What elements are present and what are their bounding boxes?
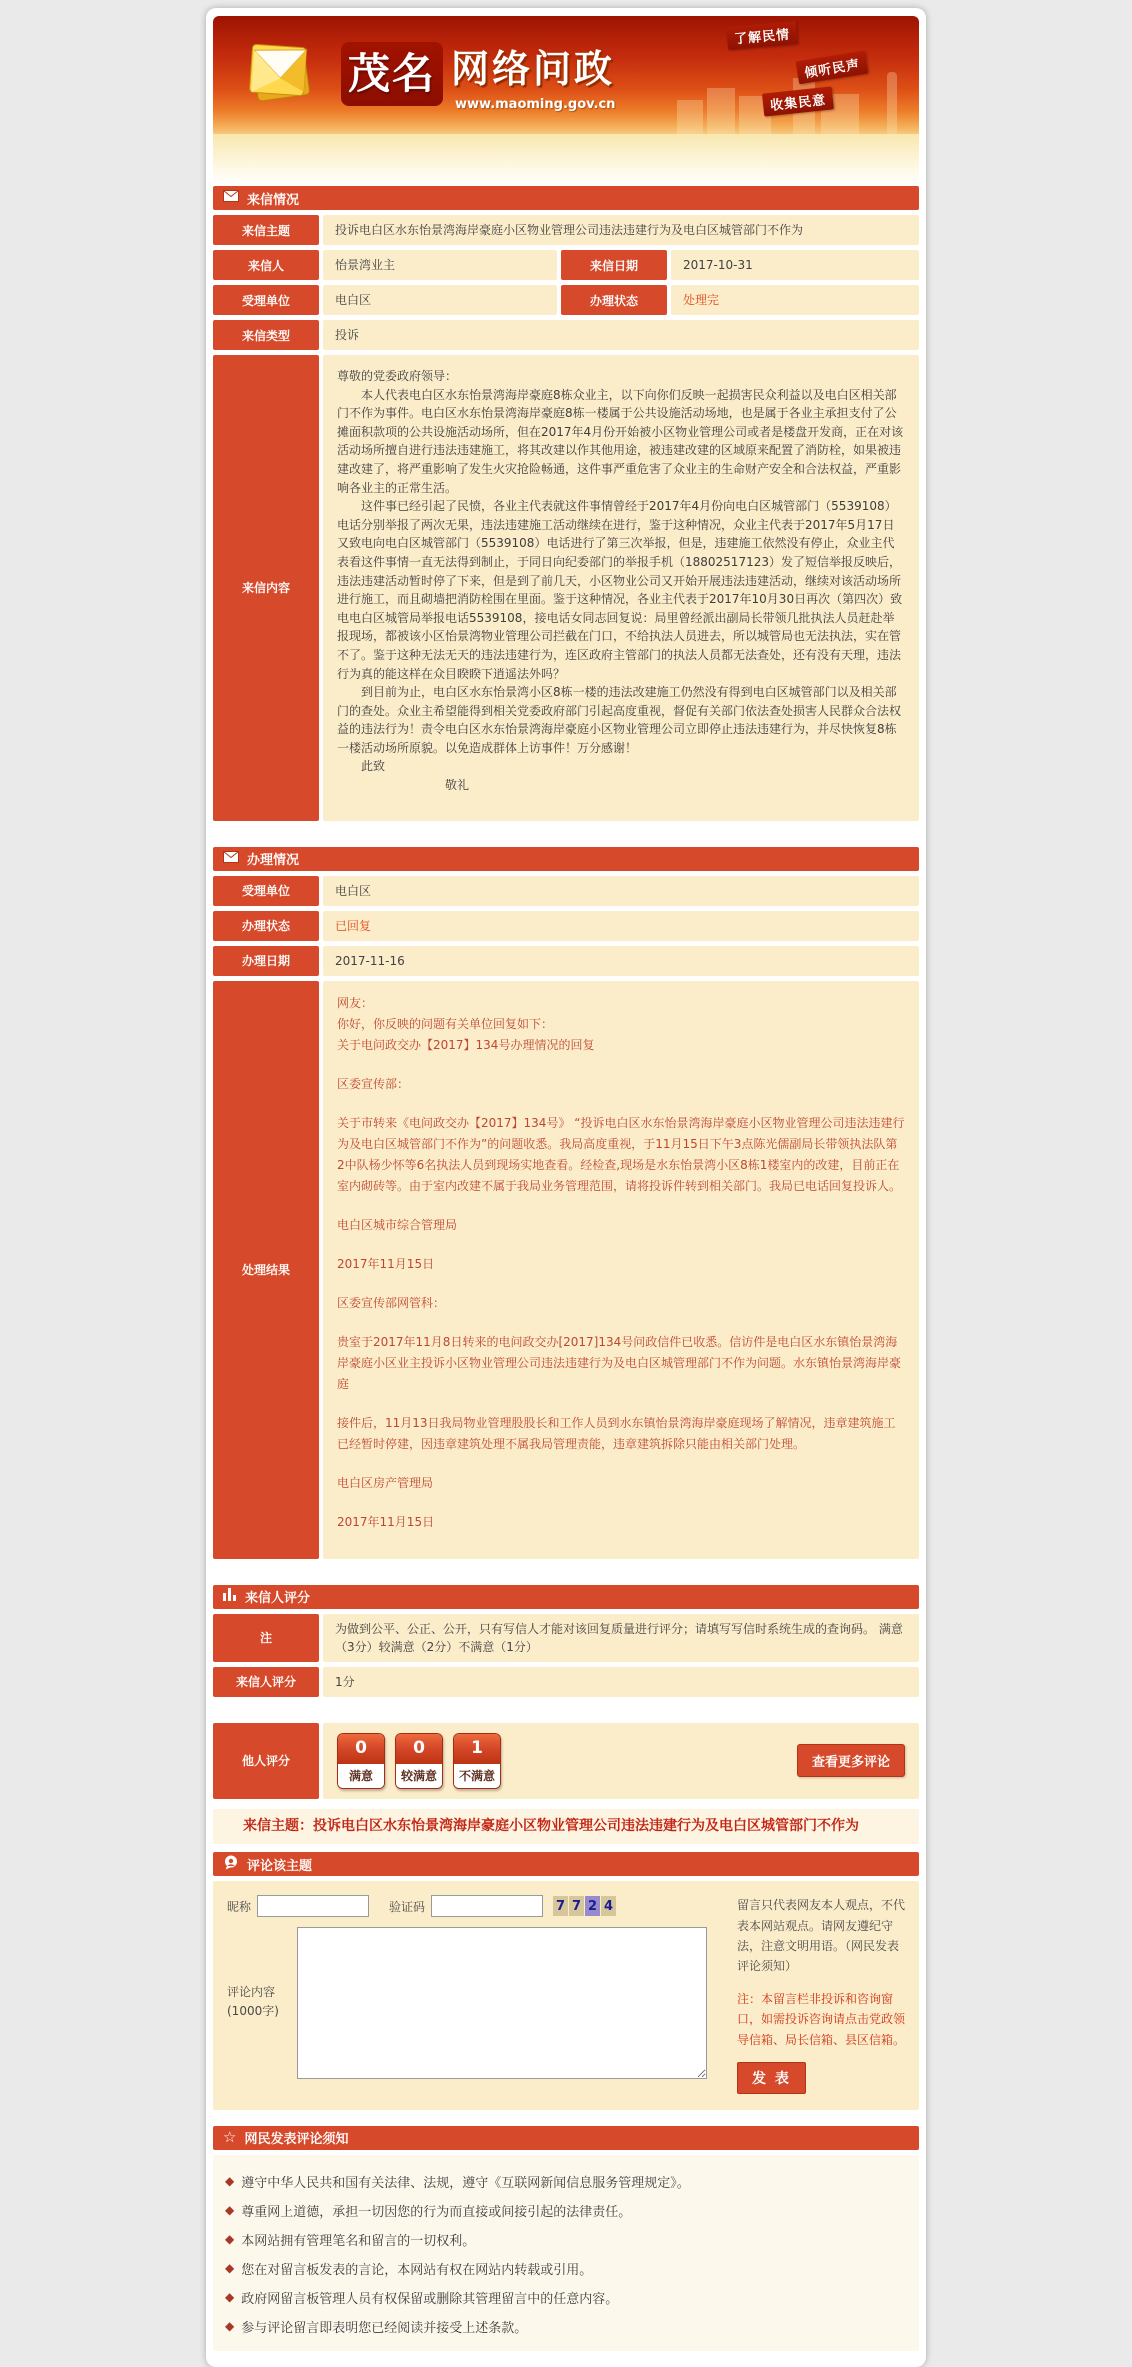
- section-header-rating: [213, 1585, 919, 1609]
- writer-score-value: 1分: [323, 1667, 919, 1697]
- view-more-comments-button[interactable]: 查看更多评论: [797, 1744, 905, 1777]
- content-card: [206, 8, 926, 2367]
- reply-line: 区委宣传部网管科：: [337, 1295, 446, 1310]
- sender-row: [213, 250, 919, 280]
- section-header-notice: [213, 2126, 919, 2150]
- result-content: [323, 981, 919, 1559]
- captcha-label: 验证码: [389, 1899, 426, 1914]
- handling-status-label: 办理状态: [213, 911, 319, 941]
- sender-value: 怡景湾业主: [323, 250, 557, 280]
- reply-line: 2017年11月15日: [337, 1514, 435, 1529]
- notice-item: ◆ 参与评论留言即表明您已经阅读并接受上述条款。: [225, 2318, 528, 2336]
- submit-comment-button[interactable]: 发 表: [737, 2062, 806, 2094]
- notice-item: ◆ 本网站拥有管理笔名和留言的一切权利。: [225, 2231, 476, 2249]
- reply-line: 贵室于2017年11月8日转来的电问政交办[2017]134号问政信件已收悉。信访件是电白区水东镇怡景湾海岸豪庭小区业主投诉小区物业管理公司违法违建行为及电白区城管理部门不作为问题。水东镇怡景湾海岸豪庭: [337, 1334, 902, 1391]
- captcha-digit: 7: [569, 1896, 584, 1916]
- comment-form: [213, 1881, 919, 2110]
- letter-content: [323, 355, 919, 821]
- others-rating-area: [323, 1723, 919, 1799]
- rating-buttons: [337, 1733, 501, 1789]
- sender-label: 来信人: [213, 250, 319, 280]
- reply-line: 接件后，11月13日我局物业管理股股长和工作人员到水东镇怡景湾海岸豪庭现场了解情况，违章建筑施工已经暂时停建，因违章建筑处理不属我局管理责能，违章建筑拆除只能由相关部门处理。: [337, 1415, 896, 1451]
- letter-date-value: 2017-10-31: [671, 250, 919, 280]
- captcha-digit: 2: [585, 1896, 600, 1916]
- writer-score-label: 来信人评分: [213, 1667, 319, 1697]
- section-header-handling: [213, 847, 919, 871]
- handling-date-label: 办理日期: [213, 946, 319, 976]
- section-title: 来信人评分: [245, 1591, 311, 1607]
- rating-note-row: [213, 1614, 919, 1662]
- comment-bubble-icon: [223, 1855, 239, 1874]
- letter-date-label: 来信日期: [561, 250, 667, 280]
- comment-form-left: [227, 1895, 717, 2094]
- unit-value: 电白区: [323, 285, 557, 315]
- section-header-letter: [213, 186, 919, 210]
- status-label: 办理状态: [561, 285, 667, 315]
- notice-item: ◆ 政府网留言板管理人员有权保留或删除其管理留言中的任意内容。: [225, 2289, 619, 2307]
- comment-side-warning: 注：本留言栏非投诉和咨询窗口，如需投诉咨询请点击党政领导信箱、局长信箱、县区信箱。: [737, 1991, 906, 2047]
- handling-unit-label: 受理单位: [213, 876, 319, 906]
- captcha-image: [553, 1896, 616, 1916]
- rating-note-label: 注: [213, 1614, 319, 1662]
- handling-date-row: [213, 946, 919, 976]
- handling-unit-value: 电白区: [323, 876, 919, 906]
- subject-row: [213, 215, 919, 245]
- subject-headline: [213, 1809, 919, 1845]
- captcha-digit: 7: [553, 1896, 568, 1916]
- slogan-ribbon: 了解民情: [726, 21, 798, 50]
- banner-fade: [213, 134, 919, 186]
- reply-line: 你好，你反映的问题有关单位回复如下：: [337, 1016, 554, 1031]
- handling-date-value: 2017-11-16: [323, 946, 919, 976]
- letter-content-label: 来信内容: [213, 355, 319, 821]
- reply-line: 网友：: [337, 995, 374, 1010]
- diamond-bullet-icon: ◆: [225, 2289, 235, 2304]
- letter-closing: 此致: [361, 759, 386, 774]
- site-banner: [213, 16, 919, 134]
- comment-form-side: [737, 1895, 905, 2094]
- envelope-logo-icon: [241, 36, 319, 110]
- reply-line: 关于电问政交办【2017】134号办理情况的回复: [337, 1037, 595, 1052]
- rate-fair-button[interactable]: [395, 1733, 443, 1789]
- letter-paragraph: 尊敬的党委政府领导：: [337, 369, 458, 383]
- type-row: [213, 320, 919, 350]
- unit-row: [213, 285, 919, 315]
- captcha-digit: 4: [601, 1896, 616, 1916]
- comment-textarea[interactable]: [297, 1927, 707, 2079]
- site-url: www.maoming.gov.cn: [455, 97, 616, 112]
- site-title: 网络问政: [451, 47, 616, 91]
- section-title: 办理情况: [247, 853, 300, 869]
- notice-item: ◆ 您在对留言板发表的言论，本网站有权在网站内转载或引用。: [225, 2260, 593, 2278]
- fair-count: 0: [396, 1734, 442, 1764]
- letter-paragraph: 到目前为止，电白区水东怡景湾小区8栋一楼的违法改建施工仍然没有得到电白区城管部门以及相关部门的查处。众业主希望能得到相关党委政府部门引起高度重视，督促有关部门依法查处损害人民群众合法权益的违法行为！责令电白区水东怡景湾海岸豪庭小区物业管理公司立即停止违法违建行为，并尽快恢复8栋一楼活动场所原貌。以免造成群体上访事件！万分感谢！: [337, 685, 902, 755]
- section-title: 评论该主题: [247, 1858, 313, 1874]
- reply-line: 电白区城市综合管理局: [337, 1217, 458, 1232]
- handling-status-row: [213, 911, 919, 941]
- result-label: 处理结果: [213, 981, 319, 1559]
- rate-satisfied-button[interactable]: [337, 1733, 385, 1789]
- captcha-input[interactable]: [431, 1895, 543, 1917]
- section-title: 来信情况: [247, 192, 300, 208]
- others-rating-label: 他人评分: [213, 1723, 319, 1799]
- result-row: [213, 981, 919, 1559]
- writer-score-row: [213, 1667, 919, 1697]
- notice-item: ◆ 尊重网上道德，承担一切因您的行为而直接或间接引起的法律责任。: [225, 2202, 632, 2220]
- nickname-label: 昵称: [227, 1899, 252, 1914]
- subject-headline-text: 投诉电白区水东怡景湾海岸豪庭小区物业管理公司违法违建行为及电白区城管部门不作为: [313, 1817, 859, 1834]
- diamond-bullet-icon: ◆: [225, 2173, 235, 2188]
- reply-line: 电白区房产管理局: [337, 1475, 434, 1490]
- bar-chart-icon: [223, 1588, 237, 1605]
- comment-side-note: 留言只代表网友本人观点，不代表本网站观点。请网友遵纪守法，注意文明用语。（网民发表评论须知）: [737, 1898, 906, 1974]
- subject-value: 投诉电白区水东怡景湾海岸豪庭小区物业管理公司违法违建行为及电白区城管部门不作为: [323, 215, 919, 245]
- handling-unit-row: [213, 876, 919, 906]
- slogan-ribbon: 收集民意: [762, 86, 834, 116]
- comment-content-label: 评论内容 (1000字): [227, 1985, 279, 2019]
- subject-label: 来信主题: [213, 215, 319, 245]
- diamond-bullet-icon: ◆: [225, 2202, 235, 2217]
- diamond-bullet-icon: ◆: [225, 2260, 235, 2275]
- letter-salute: 敬礼: [445, 778, 470, 793]
- handling-status-value: 已回复: [323, 911, 919, 941]
- status-value: 处理完: [671, 285, 919, 315]
- reply-line: 关于市转来《电问政交办【2017】134号》 “投诉电白区水东怡景湾海岸豪庭小区物业管理公司违法违建行为及电白区城管部门不作为”的问题收悉。我局高度重视，于11月15日下午3点陈光儒副局长带领执法队第2中队杨少怀等6名执法人员到现场实地查看。经检查,现场是水东怡景湾小区8栋1楼室内的改建，目前正在室内砌砖等。由于室内改建不属于我局业务管理范围，请将投诉件转到相关部门。我局已电话回复投诉人。: [337, 1115, 905, 1193]
- rate-unsatisfied-button[interactable]: [453, 1733, 501, 1789]
- satisfied-label: 满意: [338, 1764, 384, 1788]
- unit-label: 受理单位: [213, 285, 319, 315]
- slogan-ribbon: 倾听民声: [796, 51, 869, 85]
- reply-line: 2017年11月15日: [337, 1256, 435, 1271]
- unsatisfied-label: 不满意: [454, 1764, 500, 1788]
- diamond-bullet-icon: ◆: [225, 2318, 235, 2333]
- fair-label: 较满意: [396, 1764, 442, 1788]
- type-value: 投诉: [323, 320, 919, 350]
- reply-line: 区委宣传部：: [337, 1076, 410, 1091]
- section-title: 网民发表评论须知: [244, 2132, 349, 2148]
- section-header-comment: [213, 1852, 919, 1876]
- letter-content-row: [213, 355, 919, 821]
- letter-paragraph: 本人代表电白区水东怡景湾海岸豪庭8栋众业主，以下向你们反映一起损害民众利益以及电白区相关部门不作为事件。电白区水东怡景湾海岸豪庭8栋一楼属于公共设施活动场地，也是属于各业主承担支付了公摊面积款项的公共设施活动场所，但在2017年4月份开始被小区物业管理公司或者是楼盘开发商，正在对该活动场所擅自进行违法违建施工，将其改建以作其他用途，被违建改建的区域原来配置了消防栓，如果被违建改建了，将严重影响了发生火灾抢险畅通，这件事严重危害了众业主的生命财产安全和合法权益，严重影响各业主的正常生活。: [337, 387, 904, 495]
- star-icon: ☆: [223, 2128, 237, 2147]
- letter-paragraph: 这件事已经引起了民愤，各业主代表就这件事情曾经于2017年4月份向电白区城管部门（5539108）电话分别举报了两次无果，违法违建施工活动继续在进行，鉴于这种情况，众业主代表于2017年5月17日又致电向电白区城管部门（5539108）电话进行了第三次举报，但是，违建施工依然没有停止，众业主代表看这件事情一直无法得到制止，于同日向纪委部门的举报手机（18802517123）发了短信举报反映后，违法违建活动暂时停了下来，但是到了前几天，小区物业公司又开始开展违法违建活动，继续对该活动场所进行施工，而且砌墙把消防栓围在里面。鉴于这种情况，各业主代表于2017年10月30日再次（第四次）致电电白区城管局举报电话5539108，接电话女同志回复说：局里曾经派出副局长带领几批执法人员赶赴举报现场，都被该小区怡景湾物业管理公司拦截在门口，不给执法人员进去，所以城管局也无法执法，实在管不了。鉴于这种无法无天的违法违建行为，连区政府主管部门的执法人员都无法查处，还有没有天理，违法行为真的能这样在众目睽睽下逍遥法外吗？: [337, 499, 903, 681]
- subject-headline-label: 来信主题：: [243, 1817, 313, 1834]
- notice-list: [213, 2155, 919, 2351]
- diamond-bullet-icon: ◆: [225, 2231, 235, 2246]
- site-name-highlight: 茂名: [341, 42, 443, 106]
- others-rating-row: [213, 1723, 919, 1799]
- notice-item: ◆ 遵守中华人民共和国有关法律、法规，遵守《互联网新闻信息服务管理规定》。: [225, 2173, 690, 2191]
- envelope-icon: [223, 851, 239, 867]
- nickname-input[interactable]: [257, 1895, 369, 1917]
- envelope-icon: [223, 190, 239, 206]
- type-label: 来信类型: [213, 320, 319, 350]
- rating-note: 为做到公平、公正、公开，只有写信人才能对该回复质量进行评分；请填写写信时系统生成的查询码。 满意（3分）较满意（2分）不满意（1分）: [323, 1614, 919, 1662]
- satisfied-count: 0: [338, 1734, 384, 1764]
- unsatisfied-count: 1: [454, 1734, 500, 1764]
